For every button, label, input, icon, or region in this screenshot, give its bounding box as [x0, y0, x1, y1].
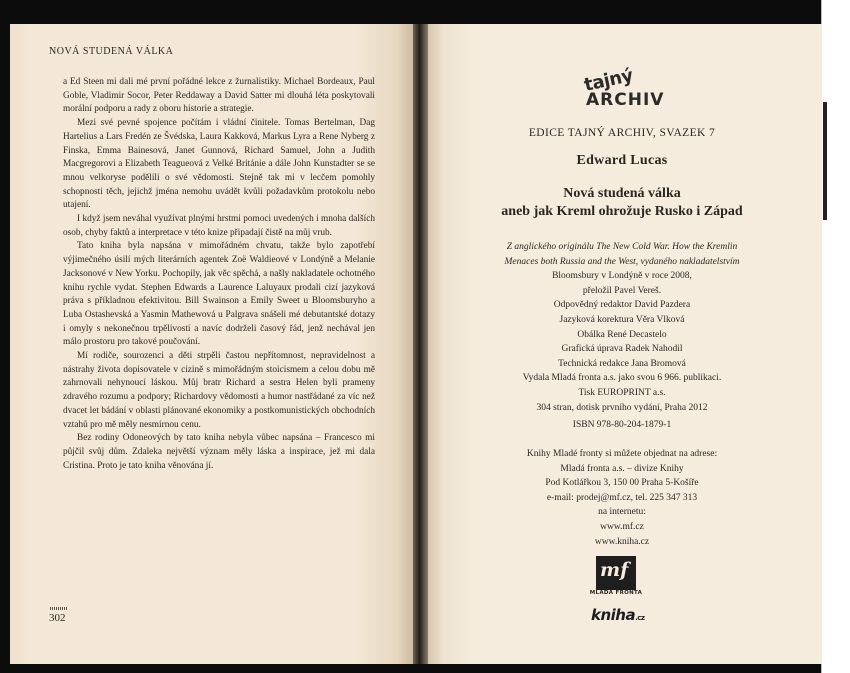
paragraph: Mezi své pevné spojence počítám i vládní činitele. Tomas Bertelman, Dag Hartelius a Lars Fredén ze Švédska, Laura Kakková, Markus Lyra a Rene Nyberg z Finska, Emma Bainesová, Janet Gunnová, Richard Samuel, John a Judith Macgregorovi a Elizabeth Teagueová z Velké Británie a dále John Kunstadter se se mnou velkoryse podělili o své vědomosti. Stejně tak mi v lecčem pomohly schopnosti těch, jejichž jména nemohu uvádět kvůli požadavkům protokolu nebo utajení. [63, 118, 375, 211]
colophon-line: Tisk EUROPRINT a.s. [578, 387, 666, 398]
kniha-logo-name: kniha [591, 606, 636, 624]
series-line: EDICE TAJNÝ ARCHIV, SVAZEK 7 [528, 127, 716, 139]
order-info [472, 447, 772, 549]
paragraph: I když jsem neváhal využívat plnými hrstmi pomoci uvedených i mnoha dalších osob, chyby faktů a interpretace v této knize připadají čistě na můj vrub. [63, 214, 375, 238]
tajny-archiv-logo [582, 65, 665, 118]
running-head: NOVÁ STUDENÁ VÁLKA [49, 46, 174, 57]
colophon-line: Menaces both Russia and the West, vydaného nakladatelstvím [504, 256, 740, 267]
kniha-cz-logo [591, 606, 645, 624]
paragraph: Tato kniha byla napsána v mimořádném chvatu, takže bylo zapotřebí výjimečného úsilí mých literárních agentek Zoë Waldieové v Londýně a Melanie Jacksonové v New Yorku. Pochopily, jak věc spěchá, a našly nakladatele ochotného knihu rychle vydat. Stephen Edwards a Laurence Laluyaux prodali cizí jazyková práva s příkladnou efektivitou. Bill Swainson a Emily Sweet u Bloomsburyho a Luba Ostashevská a Yasmin Mathewová u Palgrava snášeli mé debutantské dotazy i omyly s nekonečnou trpělivostí a navíc dodrželi časový řád, jenž nechával jen málo prostoru pro takové poučování. [63, 241, 375, 348]
colophon-line: Jazyková korektura Věra Vlková [559, 314, 685, 325]
order-line: Pod Kotlářkou 3, 150 00 Praha 5-Košíře [545, 478, 699, 489]
colophon-line: Odpovědný redaktor David Pazdera [553, 300, 691, 311]
mf-logo-caption: MLADÁ FRONTA [589, 590, 643, 596]
paragraph: Mí rodiče, sourozenci a děti strpěli častou nepřítomnost, nepravidelnost a nástrahy života dopisovatele v cizině s mimořádným stoicismem a celou dobu mě zahrnovali nehynoucí láskou. Můj bratr Richard a sestra Helen byli prameny zdravého rozumu a podpory; Richardovy vědomosti a humor nastřádané za víc než dvacet let bádání v oblasti plánované ekonomiky a postkomunistických obchodních vztahů pro mě měly nesmírnou cenu. [63, 351, 375, 430]
book-gutter [413, 24, 428, 664]
colophon-line: Z anglického originálu The New Cold War. How the Kremlin [506, 242, 738, 252]
book-title: Nová studená válka [563, 186, 681, 201]
acknowledgements-text [63, 76, 375, 473]
website-link: www.kniha.cz [594, 536, 650, 547]
logo-bottom-text: ARCHIV [586, 90, 665, 110]
scan-edge-mark [823, 102, 827, 220]
isbn: ISBN 978-80-204-1879-1 [572, 420, 672, 430]
barcode-mark [50, 607, 68, 610]
colophon [472, 240, 772, 415]
book-subtitle: aneb jak Kreml ohrožuje Rusko i Západ [501, 204, 743, 219]
order-line: Knihy Mladé fronty si můžete objednat na adrese: [526, 449, 718, 459]
background-edge [821, 0, 850, 673]
colophon-line: Grafická úprava Radek Nahodil [561, 344, 683, 355]
colophon-line: Obálka René Decastelo [577, 329, 667, 340]
order-line: Mladá fronta a.s. – divize Knihy [560, 463, 684, 474]
paragraph: Bez rodiny Odoneových by tato kniha nebyla vůbec napsána – Francesco mi půjčil svůj dům. Zdaleka největší význam měly láska a inspirace, jež mi dala Cristina. Proto je tato kniha věnována jí. [63, 433, 375, 471]
order-line: na internetu: [598, 507, 646, 518]
page-number: 302 [49, 612, 66, 624]
logo-top-text: tajný [582, 65, 635, 96]
kniha-logo-suffix: .cz [635, 614, 645, 622]
mf-logo-letters: mf [600, 559, 629, 581]
website-link: www.mf.cz [600, 521, 644, 532]
author-name: Edward Lucas [576, 153, 668, 168]
mlada-fronta-logo [596, 556, 636, 590]
order-line: e-mail: prodej@mf.cz, tel. 225 347 313 [546, 492, 698, 503]
colophon-line: Vydala Mladá fronta a.s. jako svou 6 966. publikaci. [522, 373, 722, 384]
colophon-line: Technická redakce Jana Bromová [558, 358, 686, 369]
paragraph: a Ed Steen mi dali mé první pořádné lekce z žurnalistiky. Michael Bordeaux, Paul Goble, Vladimir Socor, Peter Reddaway a David Satter mi dlouhá léta poskytovali morální podporu a rady z oboru historie a strategie. [63, 77, 375, 115]
colophon-line: Bloomsbury v Londýně v roce 2008, [552, 271, 692, 282]
colophon-line: 304 stran, dotisk prvního vydání, Praha 2012 [536, 402, 708, 413]
colophon-line: přeložil Pavel Vereš. [582, 285, 662, 296]
